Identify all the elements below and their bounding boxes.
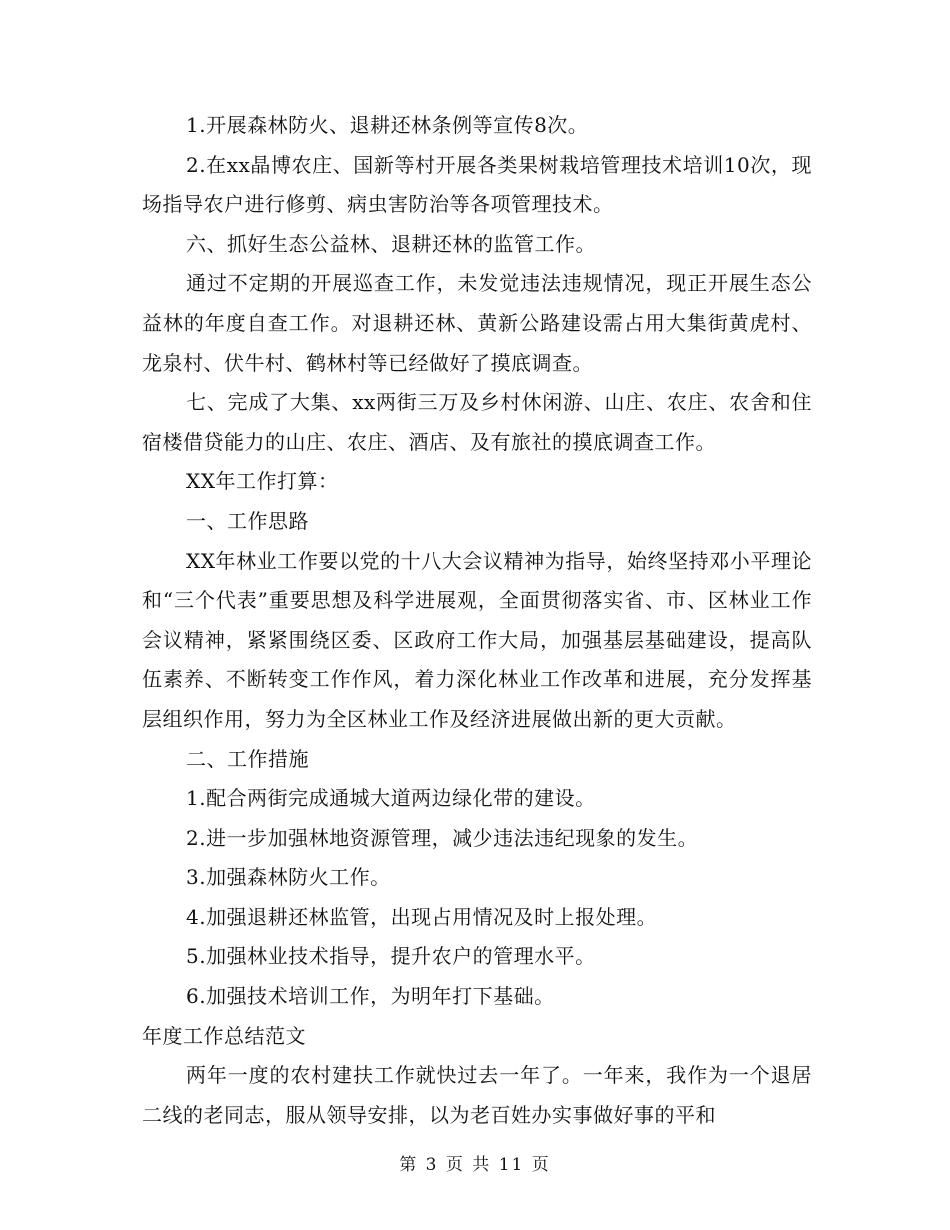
paragraph-2: 2.在xx晶博农庄、国新等村开展各类果树栽培管理技术培训10次，现场指导农户进行修剪、病虫害防治等各项管理技术。 <box>142 152 812 217</box>
paragraph-1: 1.开展森林防火、退耕还林条例等宣传8次。 <box>186 113 589 137</box>
paragraph-7: 一、工作思路 <box>186 508 309 533</box>
paragraph-9: 二、工作措施 <box>186 746 309 771</box>
paragraph-17: 两年一度的农村建扶工作就快过去一年了。一年来，我作为一个退居二线的老同志，服从领导安排，以为老百姓办实事做好事的平和 <box>142 1063 812 1127</box>
section-heading: 年度工作总结范文 <box>142 1023 306 1048</box>
paragraph-8: XX年林业工作要以党的十八大会议精神为指导，始终坚持邓小平理论和“三个代表”重要思想及科学进展观，全面贯彻落实省、市、区林业工作会议精神，紧紧围绕区委、区政府工作大局，加强基层基础建设，提高队伍素养、不断转变工作作风，着力深化林业工作改革和进展，充分发挥基层组织作用，努力为全区林业工作及经济进展做出新的更大贡献。 <box>142 548 812 731</box>
paragraph-14: 5.加强林业技术指导，提升农户的管理水平。 <box>186 944 596 969</box>
paragraph-11: 2.进一步加强林地资源管理，减少违法违纪现象的发生。 <box>186 825 699 850</box>
paragraph-12: 3.加强森林防火工作。 <box>186 865 391 890</box>
paragraph-4: 通过不定期的开展巡查工作，未发觉违法违规情况，现正开展生态公益林的年度自查工作。对退耕还林、黄新公路建设需占用大集街黄虎村、龙泉村、伏牛村、鹤林村等已经做好了摸底调查。 <box>142 271 812 375</box>
document-body <box>142 106 812 1135</box>
paragraph-6: XX年工作打算： <box>186 469 339 494</box>
paragraph-15: 6.加强技术培训工作，为明年打下基础。 <box>186 984 555 1009</box>
page-footer: 第 3 页 共 11 页 <box>399 1155 551 1175</box>
paragraph-13: 4.加强退耕还林监管，出现占用情况及时上报处理。 <box>186 904 658 929</box>
paragraph-10: 1.配合两街完成通城大道两边绿化带的建设。 <box>186 786 596 811</box>
paragraph-3: 六、抓好生态公益林、退耕还林的监管工作。 <box>186 231 596 256</box>
paragraph-5: 七、完成了大集、xx两街三万及乡村休闲游、山庄、农庄、农舍和住宿楼借贷能力的山庄、农庄、酒店、及有旅社的摸底调查工作。 <box>142 390 812 454</box>
